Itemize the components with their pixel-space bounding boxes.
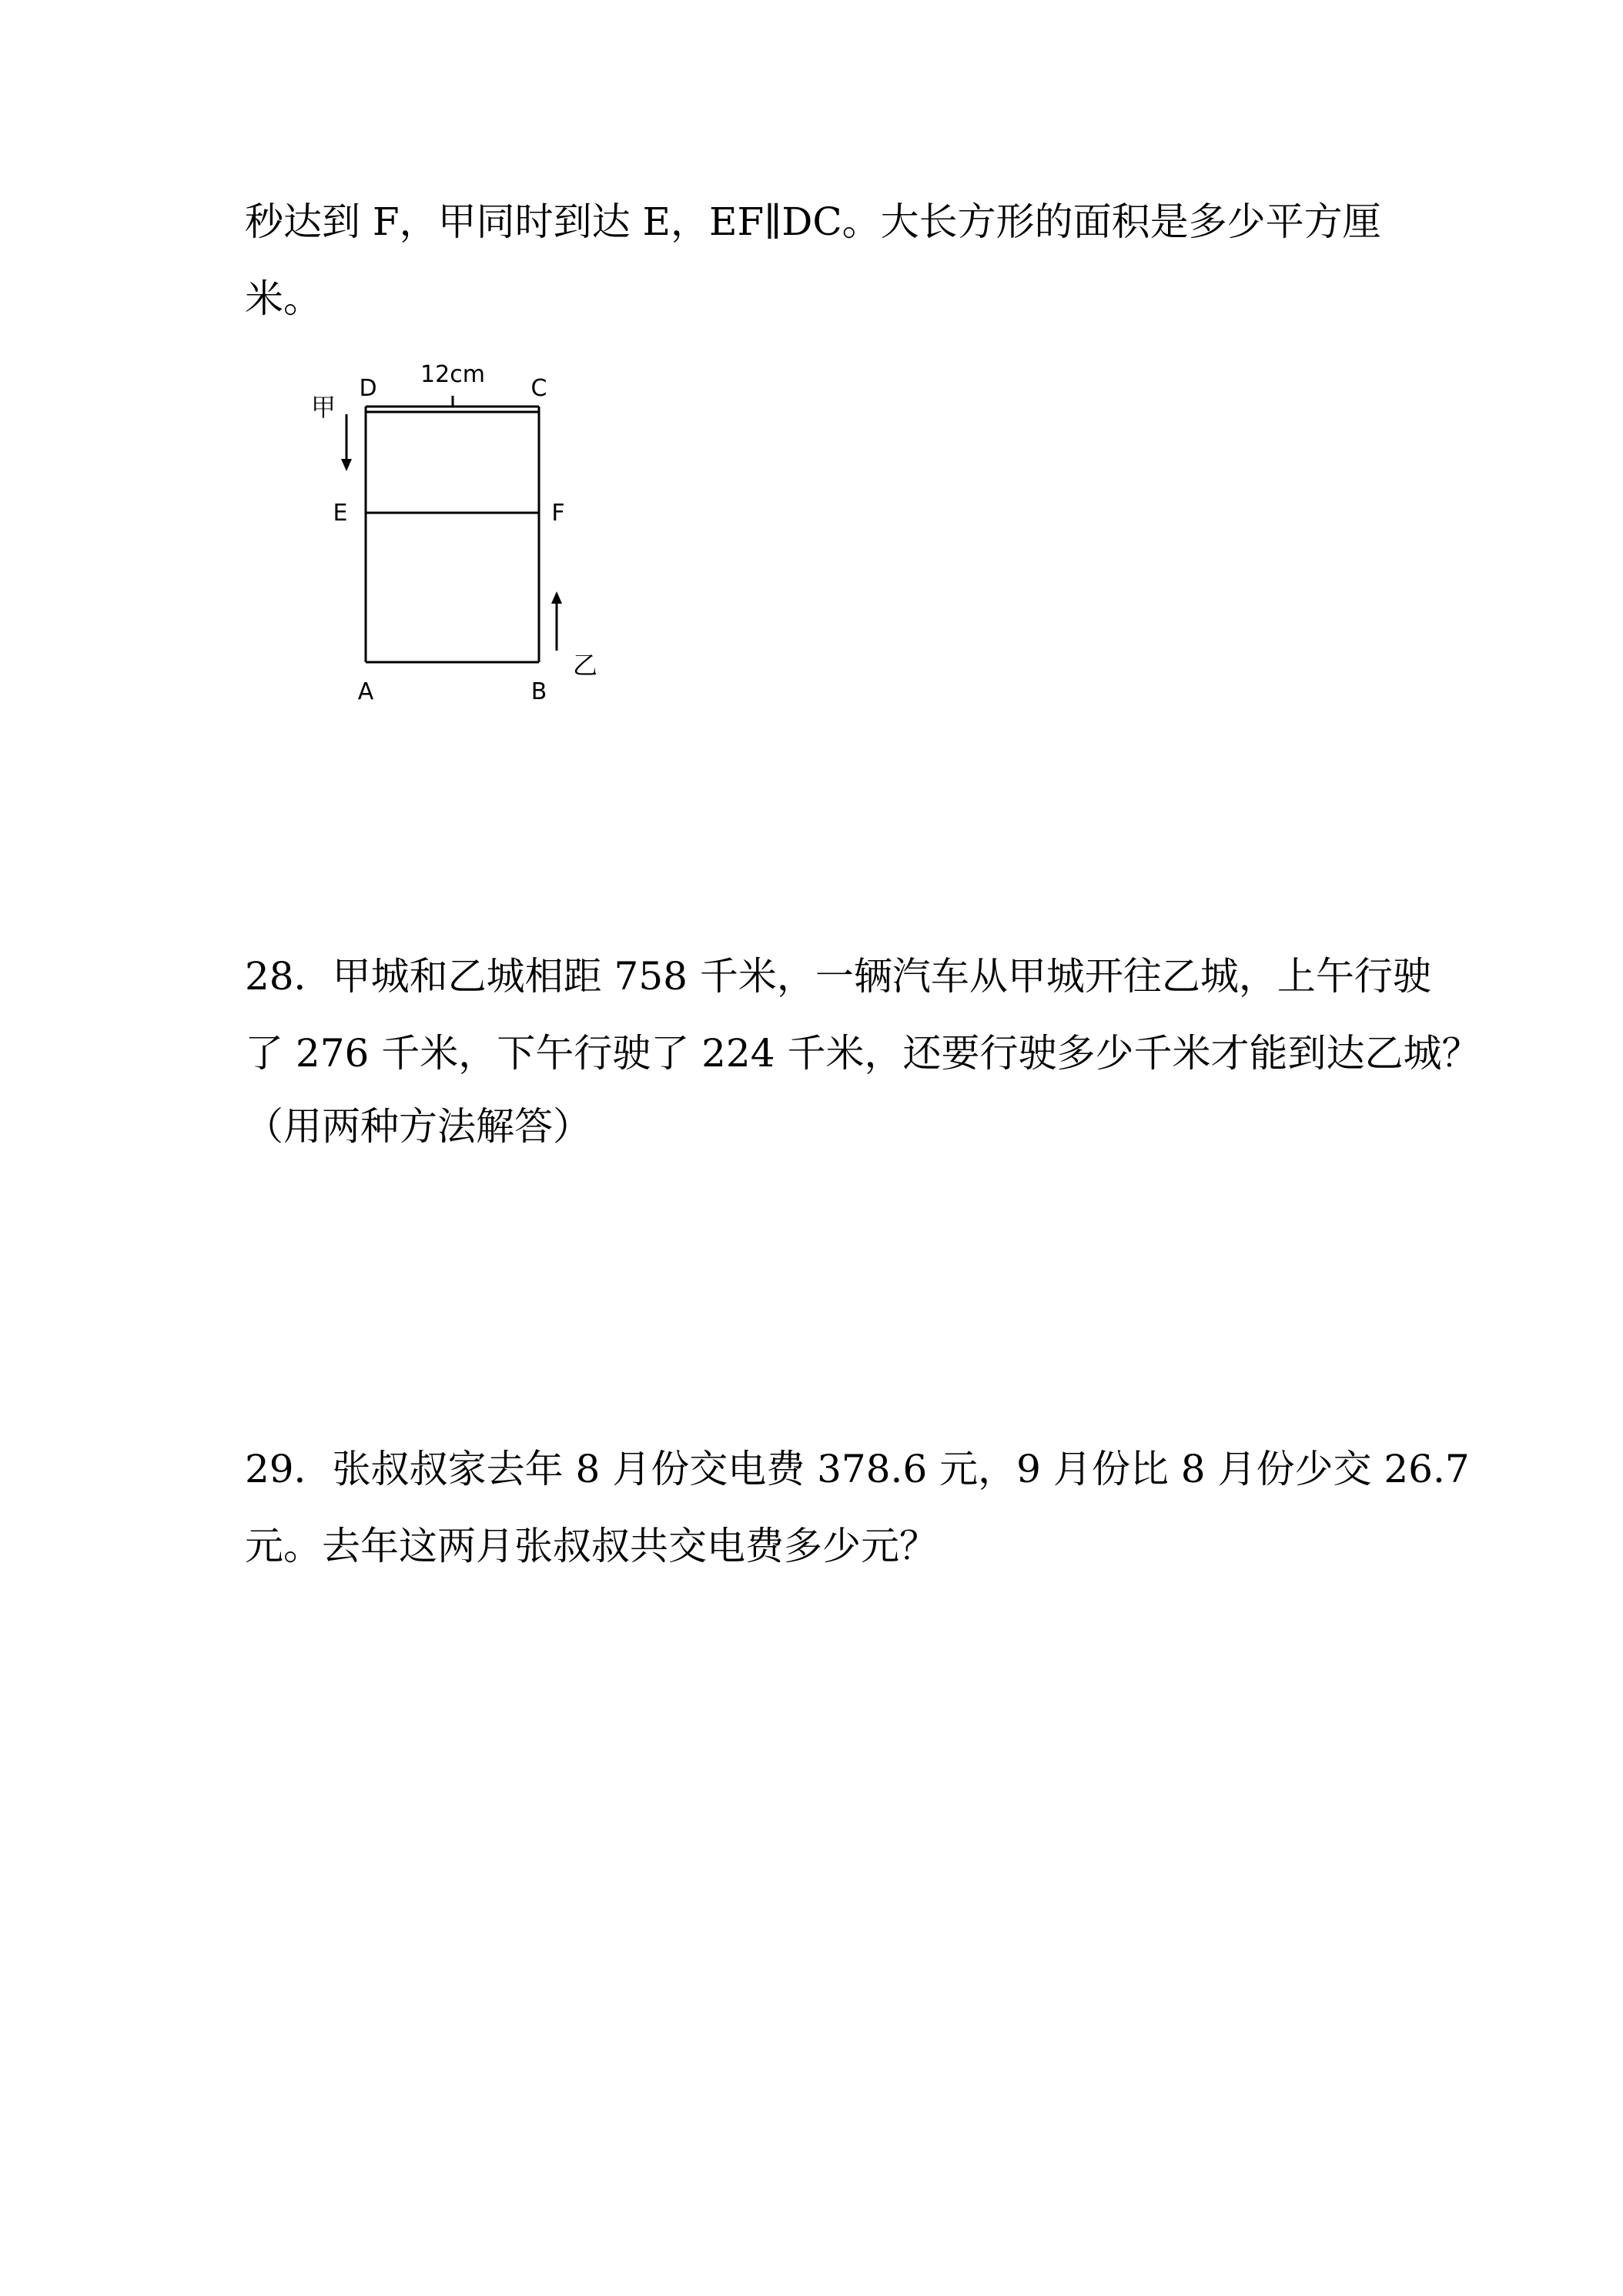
point-a-label: A	[357, 678, 374, 705]
top-length-label: 12cm	[420, 361, 485, 388]
mover-yi-label: 乙	[572, 651, 598, 680]
rectangle-diagram	[293, 346, 616, 716]
yi-arrow-up-icon	[551, 591, 562, 604]
point-f-label: F	[551, 500, 565, 527]
q29-text-line-2: 元。去年这两月张叔叔共交电费多少元？	[245, 1524, 938, 1568]
point-b-label: B	[530, 678, 547, 705]
mover-jia-label: 甲	[310, 393, 336, 422]
point-d-label: D	[359, 375, 377, 402]
q27-text-line-1: 秒达到 F，甲同时到达 E，EF∥DC。大长方形的面积是多少平方厘	[245, 199, 1381, 244]
q28-text-line-2: 了 276 千米，下午行驶了 224 千米，还要行驶多少千米才能到达乙城？	[245, 1031, 1481, 1076]
q28-text-line-1: 28．甲城和乙城相距 758 千米，一辆汽车从甲城开往乙城，上午行驶	[245, 954, 1431, 999]
q29-text-line-1: 29．张叔叔家去年 8 月份交电费 378.6 元，9 月份比 8 月份少交 26.7	[245, 1447, 1470, 1491]
q27-text-line-2: 米。	[245, 276, 322, 321]
point-c-label: C	[530, 375, 547, 402]
rectangle-figure	[293, 346, 616, 716]
q28-text-line-3: （用两种方法解答）	[245, 1104, 591, 1149]
point-e-label: E	[333, 500, 348, 527]
jia-arrow-down-icon	[341, 459, 352, 471]
